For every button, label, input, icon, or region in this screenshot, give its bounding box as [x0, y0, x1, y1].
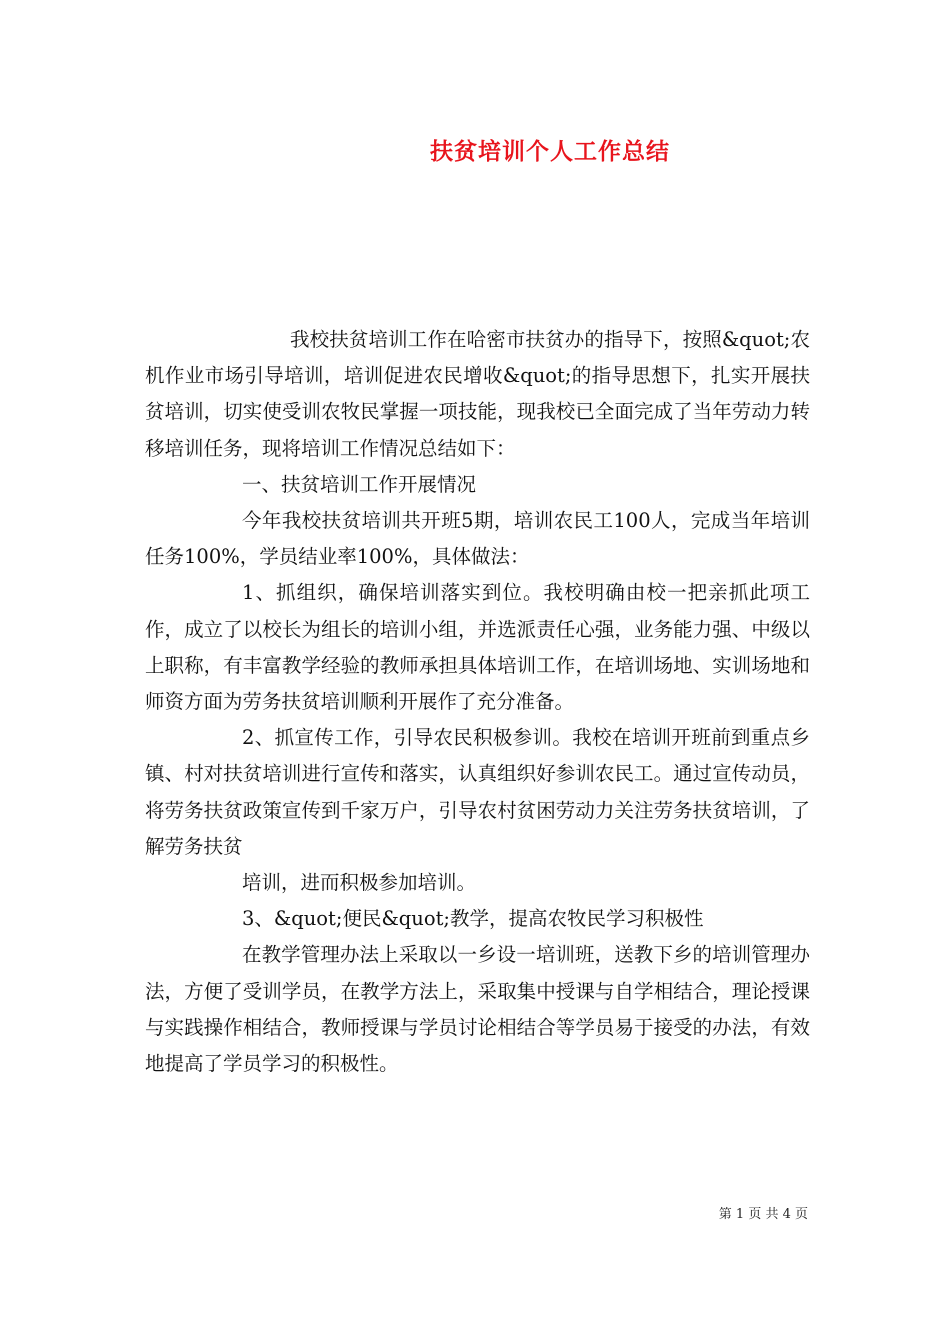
page-number-footer: 第 1 页 共 4 页 — [718, 1207, 808, 1222]
document-title: 扶贫培训个人工作总结 — [430, 139, 670, 165]
summary-paragraph: 今年我校扶贫培训共开班5期，培训农民工100人，完成当年培训任务100%，学员结业率100%，具体做法： — [145, 509, 810, 569]
item-publicity-continuation: 培训，进而积极参加培训。 — [242, 871, 477, 895]
teaching-method-paragraph: 在教学管理办法上采取以一乡设一培训班，送教下乡的培训管理办法，方便了受训学员，在教学方法上，采取集中授课与自学相结合，理论授课与实践操作相结合，教师授课与学员讨论相结合等学员易于接受的办法，有效地提高了学员学习的积极性。 — [145, 943, 810, 1076]
item-publicity-paragraph: 2、抓宣传工作，引导农民积极参训。我校在培训开班前到重点乡镇、村对扶贫培训进行宣传和落实，认真组织好参训农民工。通过宣传动员，将劳务扶贫政策宣传到千家万户，引导农村贫困劳动力关注劳务扶贫培训，了解劳务扶贫 — [145, 726, 810, 858]
document-body — [145, 322, 810, 1082]
section-heading-1: 一、扶贫培训工作开展情况 — [242, 472, 477, 496]
item-teaching-heading: 3、&quot;便民&quot;教学，提高农牧民学习积极性 — [242, 907, 704, 931]
item-organization-paragraph: 1、抓组织，确保培训落实到位。我校明确由校一把亲抓此项工作，成立了以校长为组长的培训小组，并选派责任心强，业务能力强、中级以上职称，有丰富教学经验的教师承担具体培训工作，在培训场地、实训场地和师资方面为劳务扶贫培训顺利开展作了充分准备。 — [145, 581, 810, 714]
intro-paragraph: 我校扶贫培训工作在哈密市扶贫办的指导下，按照&quot;农机作业市场引导培训，培训促进农民增收&quot;的指导思想下，扎实开展扶贫培训，切实使受训农牧民掌握一项技能，现我校已全面完成了当年劳动力转移培训任务，现将培训工作情况总结如下： — [145, 328, 810, 460]
